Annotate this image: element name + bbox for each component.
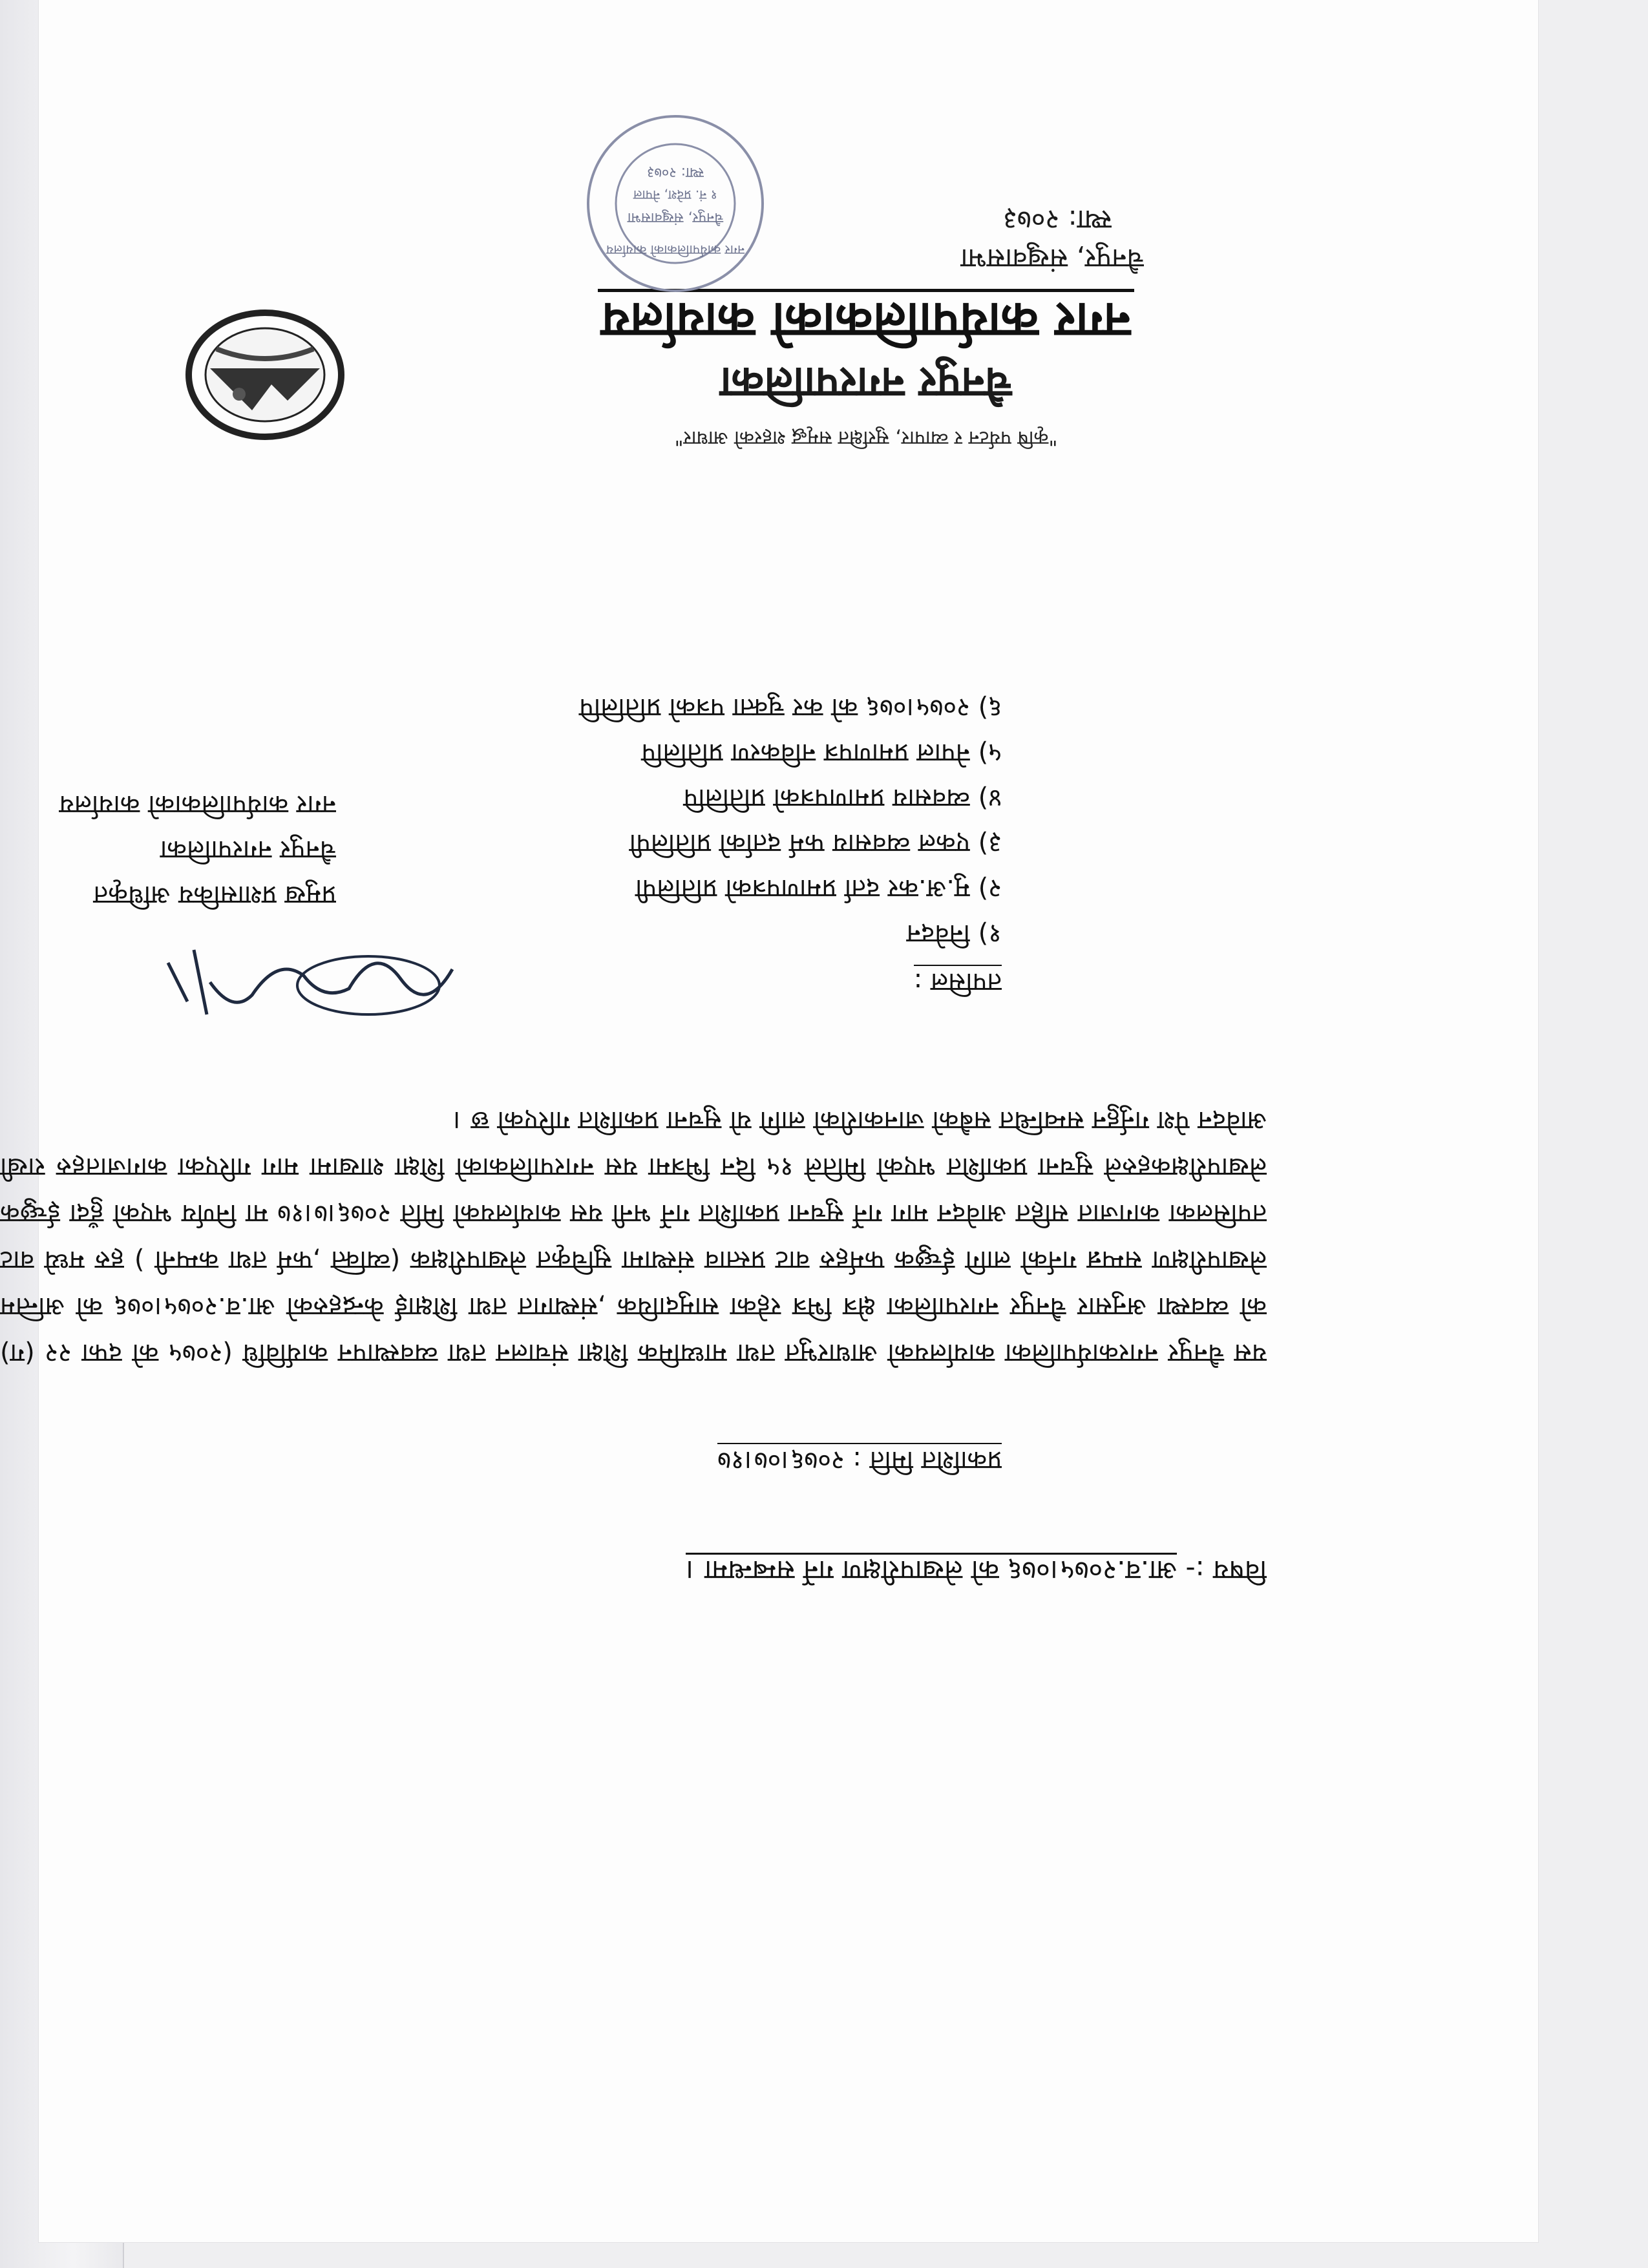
- subject-text: आ.व.२०७५।०७६ को लेखापरीक्षण गर्ने सम्बन्धमा ।: [686, 1553, 1177, 1586]
- cc-item: १) निवेदन: [906, 919, 1002, 949]
- signatory-block: [59, 782, 336, 918]
- established-year: स्था: २०७३: [1002, 204, 1112, 236]
- signatory-org: चैनपुर नगरपालिका: [160, 835, 336, 865]
- stamp-line-1: नगर कार्यपालिकाको कार्यालय: [606, 242, 745, 258]
- stamp-line-4: स्था: २०७३: [646, 164, 704, 180]
- signatory-title: प्रमुख प्रशासकिय अधिकृत: [93, 880, 336, 910]
- signature: [155, 930, 465, 1040]
- cc-label: तपसिल :: [914, 965, 1002, 1002]
- office-address: चैनपुर, संखुवासभा: [960, 243, 1144, 275]
- subject-label: विषय :-: [1185, 1555, 1267, 1586]
- stamp-line-3: १ नं. प्रदेश, नेपाल: [633, 187, 718, 203]
- cc-item: ४) व्यवसाय प्रमाणपत्रको प्रतिलिपि: [683, 783, 1002, 813]
- municipality-name: चैनपुर नगरपालिका: [720, 358, 1012, 408]
- subject-line: [686, 1553, 1267, 1590]
- cc-item: ६) २०७५।०७६ को कर चुक्ता पत्रको प्रतिलिपि: [579, 693, 1002, 722]
- signatory-office: नगर कार्यपालिकाको कार्यालय: [59, 790, 336, 819]
- cc-item: ५) नेपाल प्रमाणपत्र नविकरण प्रतिलिपि: [641, 738, 1002, 768]
- published-date: प्रकाशित मिति : २०७६।०७।१७: [717, 1443, 1002, 1480]
- notice-body: यस चैनपुर नगरकार्यपालिका कार्यालयको आधारभुत तथा माध्यमिक शिक्षा संचालन तथा व्यवस्थापन कार्यविधि (२०७५ को दफा २२ (ग) को व्यवस्था अनुसार चैनपुर नगरपालिका क्षेत्र भित्र रहेका सामुदायिक ,संस्थागत तथा शिक्षाई केन्द्रहरुको आ.व.२०७५।०७६ को अन्तिम लेखापरीक्षण सम्पन्न गर्नको लागि ईच्छुक फर्महरु वाट प्रस्ताव संस्थामा सुचिकृत लेखापरीक्षक (व्यक्ति ,फर्म तथा कम्पनी ) हरु मध्ये वाट तपसिलका कागजात सहित आवेदन माग गर्ने सुचना प्रकाशित गर्ने भनी यस कार्यालयको मिति २०७६।७।१७ मा निर्णय भएको हुँदा ईच्छुक लेखापरीक्षकहरुले सुचना प्रकाशित भएको मितिले १५ दिन भित्रमा यस नगरपालिकाको शिक्षा शाखामा माग गरिएका कागजातहरु राखी आवेदन पेश गर्नुहुन सम्वन्धित सबैको जानकारीको लागि यो सुचना प्रकाशित गरिएको छ ।: [0, 1106, 1267, 1368]
- cc-list: [579, 685, 1002, 956]
- stamp-line-2: चैनपुर, संखुवासभा: [627, 209, 724, 226]
- cc-item: २) मु.अ.कर दर्ता प्रमाणपत्रको प्रतिलिपी: [635, 874, 1002, 903]
- office-title-text: नगर कार्यपालिकाको कार्यालय: [598, 289, 1135, 350]
- motto: "कृषि पर्यटन र व्यापार, सुरक्षित समृद्ध शहरको आधार": [674, 426, 1058, 449]
- cc-item: ३) एकल व्यवसाय फर्म दर्ताको प्रतिलिपी: [629, 828, 1002, 858]
